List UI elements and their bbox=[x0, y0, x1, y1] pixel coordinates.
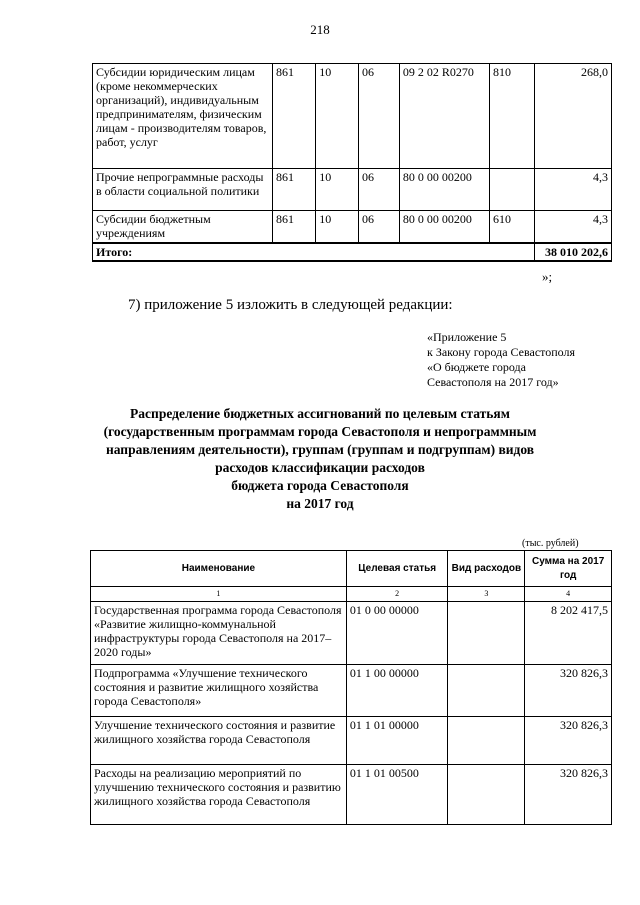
table-row bbox=[91, 765, 612, 825]
column-number: 4 bbox=[525, 587, 612, 602]
table-row bbox=[93, 64, 612, 169]
budget-table-continuation bbox=[92, 63, 612, 262]
row-subsection: 06 bbox=[359, 211, 400, 243]
table-header-row bbox=[91, 551, 612, 587]
table-row bbox=[91, 602, 612, 665]
row-type bbox=[448, 602, 525, 665]
column-number-row bbox=[91, 587, 612, 602]
column-number: 3 bbox=[448, 587, 525, 602]
table-row bbox=[91, 717, 612, 765]
units-label: (тыс. рублей) bbox=[522, 538, 579, 549]
total-row bbox=[93, 243, 612, 261]
table-row bbox=[93, 211, 612, 243]
column-number: 2 bbox=[346, 587, 448, 602]
row-name: Улучшение технического состояния и развитие жилищного хозяйства города Севастополя bbox=[91, 717, 347, 765]
row-type bbox=[448, 717, 525, 765]
row-type bbox=[448, 765, 525, 825]
header-type: Вид расходов bbox=[448, 551, 525, 587]
row-name: Прочие непрограммные расходы в области социальной политики bbox=[93, 169, 273, 211]
appendix-line: Севастополя на 2017 год» bbox=[427, 375, 559, 389]
title-line: на 2017 год bbox=[286, 496, 354, 511]
row-target: 01 1 01 00000 bbox=[346, 717, 448, 765]
total-sum: 38 010 202,6 bbox=[535, 243, 612, 261]
title-line: бюджета города Севастополя bbox=[231, 478, 409, 493]
row-sum: 320 826,3 bbox=[525, 717, 612, 765]
row-ministry: 861 bbox=[273, 169, 316, 211]
row-name: Субсидии бюджетным учреждениям bbox=[93, 211, 273, 243]
row-ministry: 861 bbox=[273, 64, 316, 169]
row-type: 610 bbox=[490, 211, 535, 243]
row-type bbox=[490, 169, 535, 211]
row-target: 01 0 00 00000 bbox=[346, 602, 448, 665]
row-type bbox=[448, 665, 525, 717]
column-number: 1 bbox=[91, 587, 347, 602]
row-ministry: 861 bbox=[273, 211, 316, 243]
appendix-line: «О бюджете города bbox=[427, 360, 526, 374]
budget-allocation-table bbox=[90, 550, 612, 825]
header-sum: Сумма на 2017 год bbox=[525, 551, 612, 587]
row-sum: 4,3 bbox=[535, 169, 612, 211]
appendix-line: «Приложение 5 bbox=[427, 330, 507, 344]
table-row bbox=[93, 169, 612, 211]
row-target: 01 1 00 00000 bbox=[346, 665, 448, 717]
closing-quote: »; bbox=[542, 269, 553, 284]
row-section: 10 bbox=[316, 211, 359, 243]
row-target: 80 0 00 00200 bbox=[399, 169, 489, 211]
row-target: 09 2 02 R0270 bbox=[399, 64, 489, 169]
row-name: Расходы на реализацию мероприятий по улучшению технического состояния и развитию жилищного хозяйства города Севастополя bbox=[91, 765, 347, 825]
title-line: расходов классификации расходов bbox=[215, 460, 425, 475]
row-name: Подпрограмма «Улучшение технического состояния и развитие жилищного хозяйства города Севастополя» bbox=[91, 665, 347, 717]
page-number: 218 bbox=[310, 22, 330, 37]
row-target: 01 1 01 00500 bbox=[346, 765, 448, 825]
row-name: Государственная программа города Севастополя «Развитие жилищно-коммунальной инфраструктуры города Севастополя на 2017–2020 годы» bbox=[91, 602, 347, 665]
title-line: (государственным программам города Севастополя и непрограммным bbox=[103, 424, 537, 439]
total-label: Итого: bbox=[93, 243, 535, 261]
row-section: 10 bbox=[316, 169, 359, 211]
row-sum: 8 202 417,5 bbox=[525, 602, 612, 665]
header-name: Наименование bbox=[91, 551, 347, 587]
row-sum: 268,0 bbox=[535, 64, 612, 169]
row-name: Субсидии юридическим лицам (кроме некоммерческих организаций), индивидуальным предпринимателям, физическим лицам - производителям товаров, работ, услуг bbox=[93, 64, 273, 169]
title-line: направлениям деятельности), группам (группам и подгруппам) видов bbox=[105, 442, 535, 457]
row-subsection: 06 bbox=[359, 169, 400, 211]
title-line: Распределение бюджетных ассигнований по целевым статьям bbox=[130, 406, 510, 421]
amendment-item-7: 7) приложение 5 изложить в следующей редакции: bbox=[128, 297, 453, 313]
row-type: 810 bbox=[490, 64, 535, 169]
row-target: 80 0 00 00200 bbox=[399, 211, 489, 243]
appendix-line: к Закону города Севастополя bbox=[427, 345, 576, 359]
row-sum: 4,3 bbox=[535, 211, 612, 243]
appendix-reference bbox=[427, 330, 575, 390]
document-title bbox=[60, 405, 580, 513]
row-sum: 320 826,3 bbox=[525, 765, 612, 825]
row-subsection: 06 bbox=[359, 64, 400, 169]
table-row bbox=[91, 665, 612, 717]
row-sum: 320 826,3 bbox=[525, 665, 612, 717]
row-section: 10 bbox=[316, 64, 359, 169]
header-target: Целевая статья bbox=[346, 551, 448, 587]
